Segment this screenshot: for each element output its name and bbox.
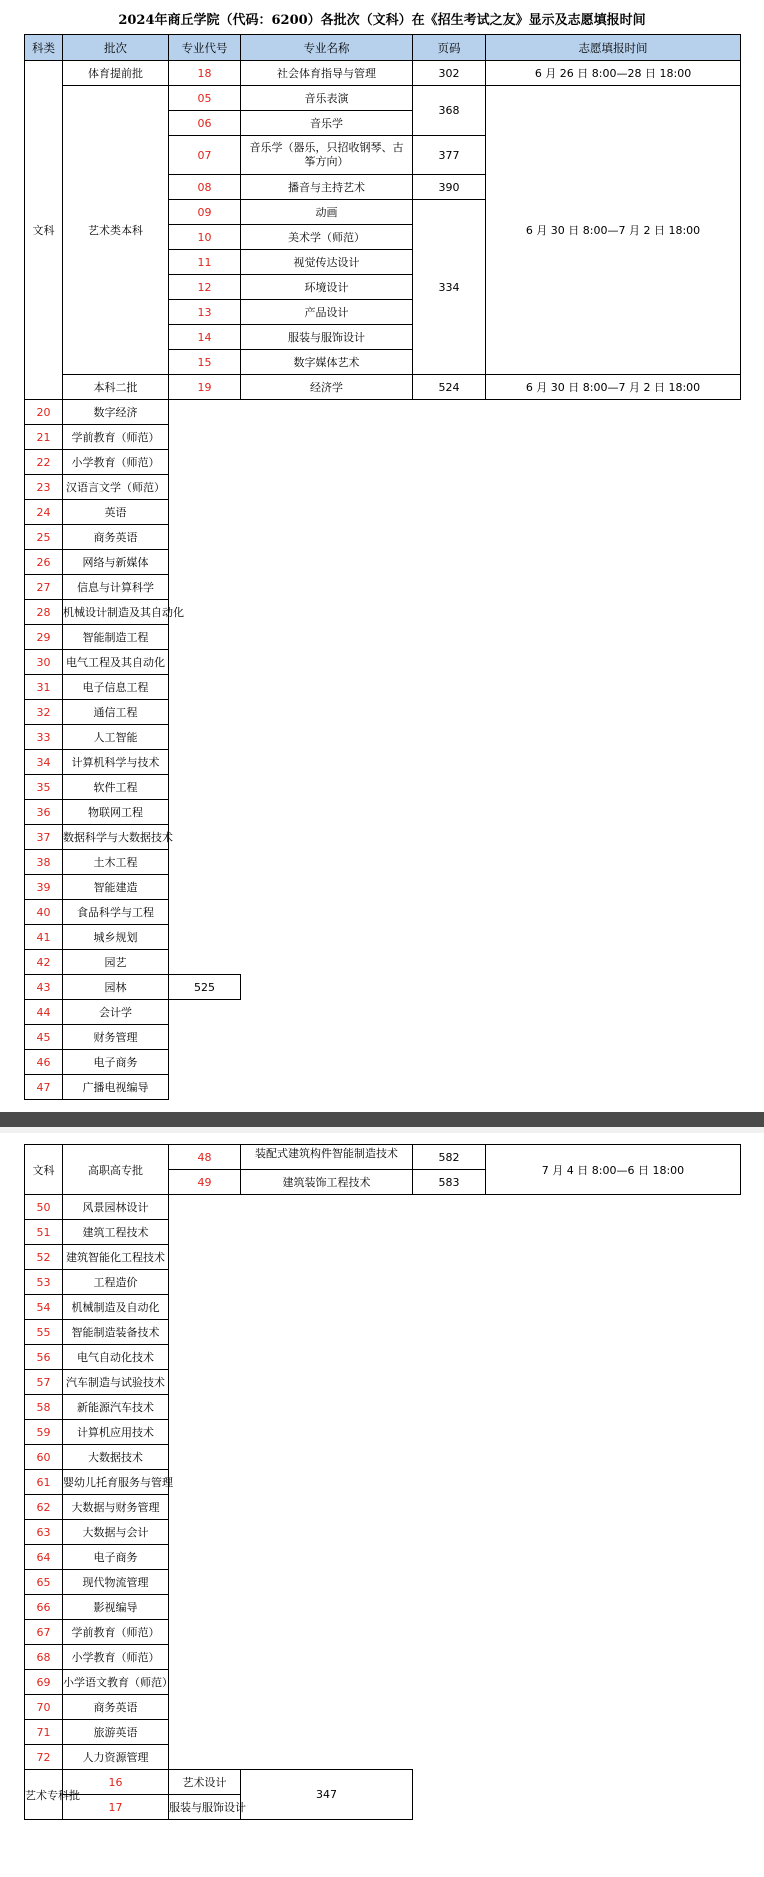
major-code-cell: 08 [169,175,241,200]
major-name-cell: 大数据与财务管理 [63,1495,169,1520]
table-row [25,675,741,700]
major-name-cell: 工程造价 [63,1270,169,1295]
major-name-cell: 商务英语 [63,1695,169,1720]
major-name-cell: 园艺 [63,950,169,975]
major-code-cell: 17 [63,1795,169,1820]
major-name-cell: 播音与主持艺术 [241,175,413,200]
major-name-cell: 软件工程 [63,775,169,800]
major-name-cell: 网络与新媒体 [63,550,169,575]
major-name-cell: 机械设计制造及其自动化 [63,600,169,625]
fill-time-cell: 6 月 30 日 8:00—7 月 2 日 18:00 [486,375,741,400]
page-cell: 334 [413,200,486,375]
major-code-cell: 43 [25,975,63,1000]
major-name-cell: 智能制造装备技术 [63,1320,169,1345]
major-code-cell: 38 [25,850,63,875]
page-cell: 390 [413,175,486,200]
fill-time-cell: 6 月 30 日 8:00—7 月 2 日 18:00 [486,86,741,375]
table-row [25,575,741,600]
major-code-cell: 45 [25,1025,63,1050]
major-name-cell: 人工智能 [63,725,169,750]
major-code-cell: 14 [169,325,241,350]
table-row [25,1000,741,1025]
table-row [25,1025,741,1050]
major-code-cell: 13 [169,300,241,325]
table-row [25,1745,741,1770]
header-category: 科类 [25,35,63,61]
major-code-cell: 69 [25,1670,63,1695]
major-name-cell: 计算机应用技术 [63,1420,169,1445]
major-name-cell: 服装与服饰设计 [169,1795,241,1820]
table-row [25,1320,741,1345]
table-row [25,1270,741,1295]
table-row [25,975,741,1000]
table-row [25,1495,741,1520]
table-row [25,725,741,750]
major-name-cell [241,136,413,175]
table-row [25,375,741,400]
major-name-cell: 广播电视编导 [63,1075,169,1100]
major-code-cell: 21 [25,425,63,450]
major-code-cell: 68 [25,1645,63,1670]
table-row [25,61,741,86]
major-code-cell: 35 [25,775,63,800]
major-name-cell: 数字经济 [63,400,169,425]
major-name-cell: 产品设计 [241,300,413,325]
major-name-cell: 小学语文教育（师范） [63,1670,169,1695]
major-name-cell: 影视编导 [63,1595,169,1620]
major-code-cell: 47 [25,1075,63,1100]
table-row [25,1370,741,1395]
major-code-cell: 66 [25,1595,63,1620]
table-row [25,525,741,550]
table-row [25,825,741,850]
table-row [25,86,741,111]
table-row [25,1345,741,1370]
major-code-cell: 24 [25,500,63,525]
major-name-cell: 会计学 [63,1000,169,1025]
major-code-cell: 59 [25,1420,63,1445]
header-page: 页码 [413,35,486,61]
page-cell: 525 [169,975,241,1000]
major-name-cell: 经济学 [241,375,413,400]
major-name-cell: 风景园林设计 [63,1195,169,1220]
table-row [25,1520,741,1545]
major-code-cell: 52 [25,1245,63,1270]
major-code-cell: 29 [25,625,63,650]
major-code-cell: 25 [25,525,63,550]
major-code-cell: 32 [25,700,63,725]
major-code-cell: 64 [25,1545,63,1570]
major-name-cell: 环境设计 [241,275,413,300]
major-name-cell: 视觉传达设计 [241,250,413,275]
batch-cell: 体育提前批 [63,61,169,86]
major-code-cell: 51 [25,1220,63,1245]
table-row [25,1245,741,1270]
header-major-code: 专业代号 [169,35,241,61]
fill-time-cell: 6 月 26 日 8:00—28 日 18:00 [486,61,741,86]
major-code-cell: 62 [25,1495,63,1520]
batch-cell: 本科二批 [63,375,169,400]
major-name-cell: 电气工程及其自动化 [63,650,169,675]
major-name-cell: 现代物流管理 [63,1570,169,1595]
major-name-cell: 数字媒体艺术 [241,350,413,375]
major-name-cell: 人力资源管理 [63,1745,169,1770]
batch-cell: 高职高专批 [63,1145,169,1195]
major-code-cell: 16 [63,1770,169,1795]
major-name-text: 音乐学（器乐，只招收钢琴、古筝方向） [249,141,404,168]
major-code-cell: 44 [25,1000,63,1025]
page-separator-shadow [0,1127,764,1133]
major-name-cell: 学前教育（师范） [63,1620,169,1645]
major-name-cell: 社会体育指导与管理 [241,61,413,86]
major-name-cell: 婴幼儿托育服务与管理 [63,1470,169,1495]
major-name-cell: 小学教育（师范） [63,450,169,475]
major-code-cell: 30 [25,650,63,675]
major-name-cell: 动画 [241,200,413,225]
major-name-cell: 汽车制造与试验技术 [63,1370,169,1395]
table-row [25,475,741,500]
table-row [25,775,741,800]
major-name-cell: 信息与计算科学 [63,575,169,600]
major-name-cell: 汉语言文学（师范） [63,475,169,500]
major-code-cell: 09 [169,200,241,225]
major-code-cell: 39 [25,875,63,900]
table-row [25,1720,741,1745]
table-row [25,1295,741,1320]
table-row [25,1075,741,1100]
table-row [25,1220,741,1245]
major-name-cell: 物联网工程 [63,800,169,825]
major-code-cell: 41 [25,925,63,950]
major-name-cell: 大数据技术 [63,1445,169,1470]
major-name-cell: 园林 [63,975,169,1000]
major-name-cell: 土木工程 [63,850,169,875]
major-code-cell: 70 [25,1695,63,1720]
table-row [25,1470,741,1495]
table-row [25,1050,741,1075]
major-name-cell: 音乐学 [241,111,413,136]
table-row [25,850,741,875]
major-name-cell [241,1145,413,1170]
major-name-cell: 数据科学与大数据技术 [63,825,169,850]
major-name-cell: 音乐表演 [241,86,413,111]
page-cell: 524 [413,375,486,400]
major-name-cell: 通信工程 [63,700,169,725]
major-code-cell: 60 [25,1445,63,1470]
major-code-cell: 20 [25,400,63,425]
page-cell: 347 [241,1770,413,1820]
major-name-text: 装配式建筑构件智能制造技术 [255,1147,398,1160]
table-row [25,550,741,575]
major-name-cell: 机械制造及自动化 [63,1295,169,1320]
major-code-cell: 55 [25,1320,63,1345]
page-cell: 583 [413,1170,486,1195]
table-row [25,1145,741,1170]
major-code-cell: 05 [169,86,241,111]
major-name-cell: 建筑智能化工程技术 [63,1245,169,1270]
major-name-cell: 英语 [63,500,169,525]
table-row [25,1545,741,1570]
major-name-cell: 小学教育（师范） [63,1645,169,1670]
major-code-cell: 12 [169,275,241,300]
table-row [25,1420,741,1445]
schedule-table-part1 [24,34,741,1100]
major-name-cell: 学前教育（师范） [63,425,169,450]
table-row [25,925,741,950]
major-code-cell: 18 [169,61,241,86]
major-code-cell: 10 [169,225,241,250]
page-separator [0,1112,764,1127]
table-row [25,425,741,450]
major-code-cell: 49 [169,1170,241,1195]
table-row [25,1595,741,1620]
major-code-cell: 67 [25,1620,63,1645]
table-row [25,1620,741,1645]
major-code-cell: 26 [25,550,63,575]
major-name-cell: 美术学（师范） [241,225,413,250]
major-code-cell: 31 [25,675,63,700]
table-row [25,875,741,900]
table-row [25,1670,741,1695]
major-code-cell: 58 [25,1395,63,1420]
major-code-cell: 54 [25,1295,63,1320]
category-cell: 文科 [25,1145,63,1195]
major-code-cell: 61 [25,1470,63,1495]
table-row [25,1395,741,1420]
major-code-cell: 57 [25,1370,63,1395]
major-name-cell: 商务英语 [63,525,169,550]
page-cell: 368 [413,86,486,136]
document-title: 2024年商丘学院（代码：6200）各批次（文科）在《招生考试之友》显示及志愿填报时间 [118,13,646,28]
major-name-cell: 计算机科学与技术 [63,750,169,775]
header-major-name: 专业名称 [241,35,413,61]
major-code-cell: 11 [169,250,241,275]
major-name-cell: 智能建造 [63,875,169,900]
table-row [25,1445,741,1470]
table-row [25,800,741,825]
table-row [25,500,741,525]
fill-time-cell: 7 月 4 日 8:00—6 日 18:00 [486,1145,741,1195]
major-name-cell: 电子商务 [63,1545,169,1570]
major-code-cell: 48 [169,1145,241,1170]
major-code-cell: 19 [169,375,241,400]
major-code-cell: 63 [25,1520,63,1545]
major-name-cell: 艺术设计 [169,1770,241,1795]
table-row [25,950,741,975]
major-code-cell: 65 [25,1570,63,1595]
major-name-cell: 电子信息工程 [63,675,169,700]
major-code-cell: 27 [25,575,63,600]
header-fill-time: 志愿填报时间 [486,35,741,61]
major-code-cell: 53 [25,1270,63,1295]
table-row [25,1770,741,1795]
major-code-cell: 56 [25,1345,63,1370]
table-row [25,1695,741,1720]
major-name-cell: 新能源汽车技术 [63,1395,169,1420]
major-code-cell: 46 [25,1050,63,1075]
major-code-cell: 72 [25,1745,63,1770]
major-code-cell: 42 [25,950,63,975]
major-code-cell: 15 [169,350,241,375]
major-code-cell: 28 [25,600,63,625]
major-code-cell: 22 [25,450,63,475]
page-cell: 302 [413,61,486,86]
table-row [25,625,741,650]
major-name-cell: 建筑工程技术 [63,1220,169,1245]
header-batch: 批次 [63,35,169,61]
schedule-table-part2 [24,1144,741,1820]
table-row [25,900,741,925]
table-row [25,650,741,675]
table-row [25,400,741,425]
category-cell: 文科 [25,61,63,400]
table-row [25,1645,741,1670]
major-code-cell: 37 [25,825,63,850]
table-row [25,450,741,475]
table-row [25,600,741,625]
table-row [25,1570,741,1595]
major-name-cell: 电气自动化技术 [63,1345,169,1370]
major-code-cell: 33 [25,725,63,750]
table-row [25,1195,741,1220]
batch-cell: 艺术专科批 [25,1770,63,1820]
major-name-cell: 食品科学与工程 [63,900,169,925]
major-code-cell: 36 [25,800,63,825]
major-name-cell: 服装与服饰设计 [241,325,413,350]
major-name-cell: 大数据与会计 [63,1520,169,1545]
major-name-cell: 智能制造工程 [63,625,169,650]
major-code-cell: 07 [169,136,241,175]
batch-cell: 艺术类本科 [63,86,169,375]
major-name-cell: 电子商务 [63,1050,169,1075]
major-name-cell: 财务管理 [63,1025,169,1050]
major-code-cell: 23 [25,475,63,500]
major-name-cell: 建筑装饰工程技术 [241,1170,413,1195]
table-header-row [25,35,741,61]
page-cell: 582 [413,1145,486,1170]
major-code-cell: 71 [25,1720,63,1745]
table-row [25,700,741,725]
major-code-cell: 50 [25,1195,63,1220]
major-code-cell: 34 [25,750,63,775]
page-cell: 377 [413,136,486,175]
major-code-cell: 40 [25,900,63,925]
major-name-cell: 旅游英语 [63,1720,169,1745]
table-row [25,750,741,775]
major-name-cell: 城乡规划 [63,925,169,950]
major-code-cell: 06 [169,111,241,136]
